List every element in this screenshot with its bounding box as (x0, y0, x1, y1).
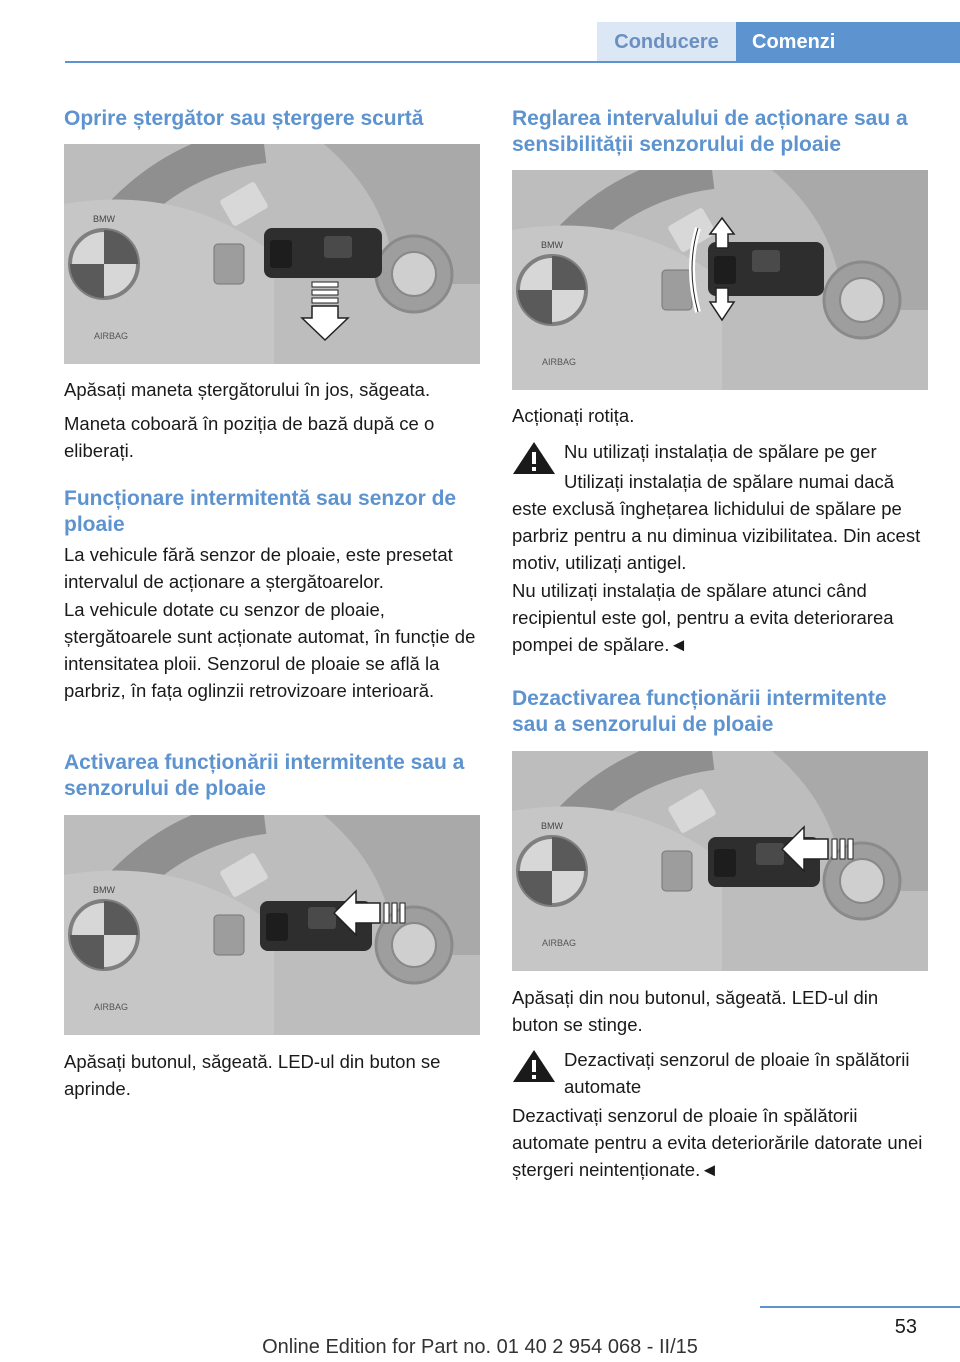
heading-activate-intermittent: Activarea funcționării intermitente sau a senzorului de ploaie (64, 751, 465, 800)
heading-intermittent: Funcționare intermitentă sau senzor de ploaie (64, 487, 457, 536)
text-press-button-led-off: Apăsați din nou butonul, săgeată. LED-ul din buton se stinge. (512, 987, 879, 1035)
steering-wheel-illustration (64, 815, 480, 1035)
footer-rule (760, 1306, 960, 1308)
warning-triangle-icon (512, 1048, 556, 1084)
steering-wheel-illustration (512, 751, 928, 971)
figure-wiper-down (64, 144, 480, 364)
figure-press-button-again (512, 751, 928, 971)
airbag-text: AIRBAG (542, 357, 577, 367)
warning-frost (512, 438, 928, 573)
page-number: 53 (894, 1316, 917, 1338)
edition-footer: Online Edition for Part no. 01 40 2 954 068 - II/15 (262, 1336, 698, 1358)
bmw-logo-text: BMW (93, 214, 115, 224)
text-with-rain-sensor: La vehicule dotate cu senzor de ploaie, ștergătoarele sunt acționate automat, în funcție de intensitatea ploii. Senzorul de ploaie se află la parbriz, în fața oglinzii retrovizoare interioară. (64, 599, 476, 701)
tab-conducere[interactable]: Conducere (597, 22, 736, 61)
heading-deactivate-intermittent: Dezactivarea funcționării intermitente sau a senzorului de ploaie (512, 687, 887, 736)
bmw-logo-text: BMW (541, 240, 563, 250)
warning-frost-title: Nu utilizați instalația de spălare pe ger (564, 441, 877, 462)
heading-adjust-interval: Reglarea intervalului de acționare sau a sensibilității senzorului de ploaie (512, 107, 908, 156)
text-press-lever: Apăsați maneta ștergătorului în jos, săgeata. (64, 379, 431, 400)
warning-frost-body (512, 468, 928, 576)
warning-car-wash (512, 1046, 928, 1178)
tab-comenzi[interactable]: Comenzi (736, 22, 960, 63)
bmw-logo-text: BMW (541, 821, 563, 831)
airbag-text: AIRBAG (94, 1002, 129, 1012)
text-turn-wheel: Acționați rotița. (512, 405, 635, 426)
warning-car-wash-body: Dezactivați senzorul de ploaie în spălătorii automate pentru a evita deteriorările datorate unei ștergeri neintenționate.◄ (512, 1105, 923, 1180)
text-press-button-led-on: Apăsați butonul, săgeată. LED-ul din buton se aprinde. (64, 1051, 441, 1099)
airbag-text: AIRBAG (542, 938, 577, 948)
figure-thumbwheel (512, 170, 928, 390)
figure-press-button (64, 815, 480, 1035)
text-empty-reservoir: Nu utilizați instalația de spălare atunci când recipientul este gol, pentru a evita deteriorarea pompei de spălare.◄ (512, 580, 894, 655)
text-lever-returns: Maneta coboară în poziția de bază după ce o eliberați. (64, 413, 435, 461)
steering-wheel-illustration (512, 170, 928, 390)
heading-stop-wiper: Oprire ștergător sau ștergere scurtă (64, 107, 424, 130)
bmw-logo-text: BMW (93, 885, 115, 895)
warning-frost-body-text: Utilizați instalația de spălare numai dacă este exclusă înghețarea lichidului de spălare pe parbriz pentru a nu diminua vizibilitatea. Din acest motiv, utilizați antigel. (512, 471, 921, 573)
text-no-rain-sensor: La vehicule fără senzor de ploaie, este presetat intervalul de acționare a ștergătoarelor. (64, 544, 453, 592)
warning-car-wash-title: Dezactivați senzorul de ploaie în spălătorii automate (564, 1049, 910, 1097)
steering-wheel-illustration (64, 144, 480, 364)
airbag-text: AIRBAG (94, 331, 129, 341)
